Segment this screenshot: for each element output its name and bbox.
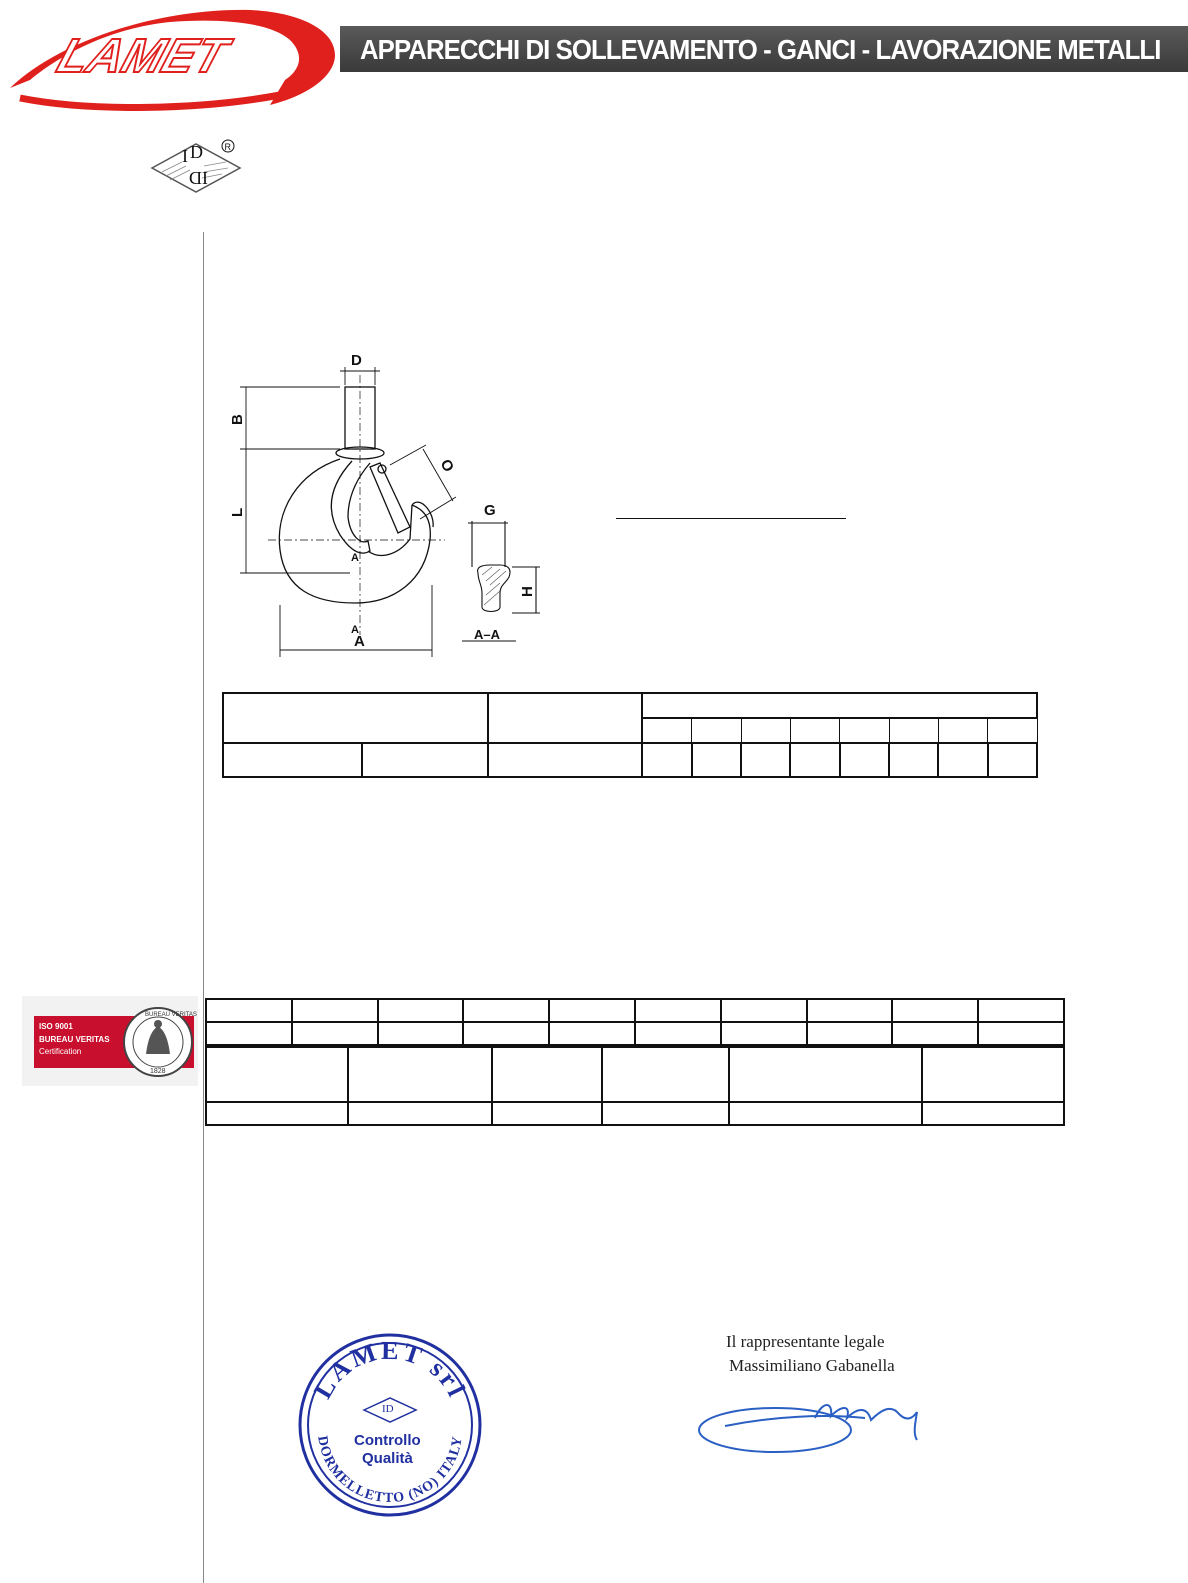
spec-subheader-cell bbox=[889, 718, 938, 743]
svg-text:A–A: A–A bbox=[474, 627, 501, 642]
cert-cell bbox=[206, 1102, 348, 1125]
cert-cell bbox=[549, 999, 635, 1022]
svg-text:ID: ID bbox=[382, 1403, 394, 1415]
cert-table-top bbox=[205, 998, 1065, 1046]
svg-text:G: G bbox=[484, 502, 496, 519]
hook-drawing bbox=[220, 345, 550, 665]
svg-text:Qualità: Qualità bbox=[362, 1450, 413, 1467]
spec-subheader-cell bbox=[988, 718, 1037, 743]
spec-cell bbox=[741, 743, 790, 777]
svg-text:A: A bbox=[354, 633, 365, 650]
spec-cell bbox=[223, 743, 362, 777]
spec-header-group bbox=[642, 693, 1037, 718]
spec-cell bbox=[692, 743, 741, 777]
iso-line1: ISO 9001 bbox=[39, 1022, 73, 1031]
cert-cell bbox=[602, 1102, 728, 1125]
iso-line2: BUREAU VERITAS bbox=[39, 1035, 110, 1044]
cert-cell bbox=[378, 999, 464, 1022]
spec-cell bbox=[362, 743, 488, 777]
spec-subheader-cell bbox=[938, 718, 987, 743]
svg-text:L: L bbox=[229, 507, 246, 517]
cert-cell bbox=[729, 1047, 922, 1102]
cert-cell bbox=[922, 1047, 1064, 1102]
spec-cell bbox=[488, 743, 642, 777]
spec-cell bbox=[988, 743, 1037, 777]
cert-cell bbox=[807, 999, 893, 1022]
cert-cell bbox=[463, 1022, 549, 1045]
svg-text:1828: 1828 bbox=[150, 1068, 166, 1075]
cert-cell bbox=[978, 1022, 1064, 1045]
idd-logo bbox=[148, 136, 244, 200]
spec-subheader-cell bbox=[840, 718, 889, 743]
spec-header-cell bbox=[488, 693, 642, 743]
svg-text:A: A bbox=[351, 552, 359, 564]
svg-text:BUREAU VERITAS: BUREAU VERITAS bbox=[145, 1012, 197, 1018]
spec-cell bbox=[938, 743, 987, 777]
svg-text:O: O bbox=[436, 456, 458, 476]
legal-representative-name: Massimiliano Gabanella bbox=[729, 1356, 895, 1375]
cert-cell bbox=[729, 1102, 922, 1125]
cert-cell bbox=[892, 999, 978, 1022]
spec-subheader-cell bbox=[741, 718, 790, 743]
spec-table bbox=[222, 692, 1038, 778]
cert-cell bbox=[206, 999, 292, 1022]
iso-badge bbox=[22, 996, 198, 1086]
cert-cell bbox=[721, 999, 807, 1022]
cert-cell bbox=[807, 1022, 893, 1045]
lamet-logo-text: LAMET bbox=[51, 29, 234, 83]
cert-cell bbox=[292, 1022, 378, 1045]
svg-text:H: H bbox=[519, 586, 536, 597]
svg-text:LAMET srl: LAMET srl bbox=[308, 1335, 473, 1404]
iso-line3: Certification bbox=[39, 1047, 82, 1056]
cert-cell bbox=[635, 1022, 721, 1045]
spec-header-cell bbox=[223, 693, 488, 743]
cert-cell bbox=[292, 999, 378, 1022]
spec-subheader-cell bbox=[790, 718, 839, 743]
drawing-underline bbox=[616, 518, 846, 519]
cert-cell bbox=[922, 1102, 1064, 1125]
cert-cell bbox=[348, 1102, 491, 1125]
spec-cell bbox=[889, 743, 938, 777]
lamet-logo bbox=[0, 0, 345, 115]
svg-text:I: I bbox=[182, 146, 188, 166]
cert-cell bbox=[348, 1047, 491, 1102]
svg-text:ID: ID bbox=[189, 168, 208, 188]
spec-cell bbox=[790, 743, 839, 777]
svg-text:D: D bbox=[351, 352, 362, 369]
svg-text:B: B bbox=[229, 414, 246, 425]
cert-cell bbox=[206, 1022, 292, 1045]
header-title: APPARECCHI DI SOLLEVAMENTO - GANCI - LAVORAZIONE METALLI bbox=[360, 34, 1161, 65]
legal-representative-title: Il rappresentante legale bbox=[726, 1332, 885, 1351]
cert-cell bbox=[549, 1022, 635, 1045]
svg-text:R: R bbox=[224, 142, 231, 152]
cert-cell bbox=[721, 1022, 807, 1045]
handwritten-signature bbox=[695, 1390, 925, 1460]
cert-cell bbox=[892, 1022, 978, 1045]
svg-text:Controllo: Controllo bbox=[354, 1432, 421, 1449]
svg-text:D: D bbox=[190, 142, 203, 162]
cert-cell bbox=[206, 1047, 348, 1102]
spec-subheader-cell bbox=[642, 718, 692, 743]
cert-cell bbox=[978, 999, 1064, 1022]
quality-stamp bbox=[296, 1330, 484, 1520]
spec-cell bbox=[642, 743, 692, 777]
cert-cell bbox=[492, 1047, 602, 1102]
svg-text:A: A bbox=[351, 624, 359, 636]
cert-cell bbox=[635, 999, 721, 1022]
cert-cell bbox=[492, 1102, 602, 1125]
spec-cell bbox=[840, 743, 889, 777]
vertical-rule bbox=[203, 232, 204, 1583]
cert-cell bbox=[378, 1022, 464, 1045]
cert-cell bbox=[463, 999, 549, 1022]
cert-table-bottom bbox=[205, 1046, 1065, 1126]
spec-subheader-cell bbox=[692, 718, 741, 743]
svg-text:DORMELLETTO (NO) ITALY: DORMELLETTO (NO) ITALY bbox=[314, 1434, 466, 1507]
cert-cell bbox=[602, 1047, 728, 1102]
